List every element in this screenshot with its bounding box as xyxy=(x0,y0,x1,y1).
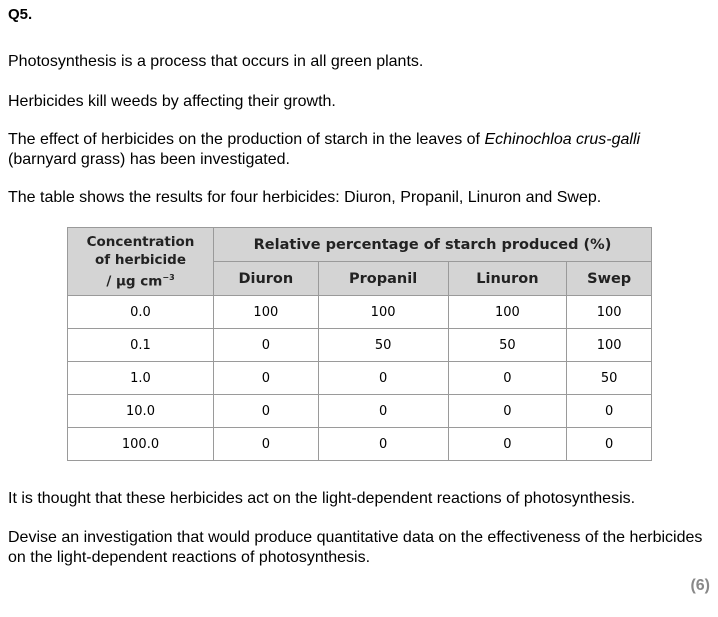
table-intro-paragraph: The table shows the results for four herbicides: Diuron, Propanil, Linuron and Swep. xyxy=(8,189,602,206)
table-row xyxy=(68,428,652,461)
value-cell: 0 xyxy=(318,395,448,428)
results-table xyxy=(67,227,652,461)
value-cell: 100 xyxy=(318,296,448,329)
value-cell: 0 xyxy=(214,329,319,362)
value-cell: 50 xyxy=(318,329,448,362)
conc-header-exponent: −3 xyxy=(162,272,175,282)
value-cell: 0 xyxy=(448,362,567,395)
conc-cell: 0.0 xyxy=(68,296,214,329)
value-cell: 0 xyxy=(214,428,319,461)
value-cell: 0 xyxy=(567,395,652,428)
relative-percentage-header: Relative percentage of starch produced (%) xyxy=(214,228,652,262)
conc-header-line1: Concentration xyxy=(86,233,195,250)
table-row xyxy=(68,395,652,428)
marks-label: (6) xyxy=(690,577,710,594)
table-header-row xyxy=(68,228,652,262)
herbicide-header-linuron: Linuron xyxy=(448,262,567,296)
value-cell: 0 xyxy=(214,395,319,428)
herbicide-header-swep: Swep xyxy=(567,262,652,296)
task-paragraph: Devise an investigation that would produce quantitative data on the effectiveness of the herbicides on the light-dependent reactions of photosynthesis. xyxy=(8,529,703,566)
conc-header-line3: / µg cm xyxy=(106,273,163,290)
hypothesis-paragraph: It is thought that these herbicides act on the light-dependent reactions of photosynthesis. xyxy=(8,490,636,507)
table-row xyxy=(68,296,652,329)
value-cell: 0 xyxy=(214,362,319,395)
value-cell: 50 xyxy=(448,329,567,362)
table-row xyxy=(68,362,652,395)
investigation-text-before: The effect of herbicides on the production of starch in the leaves of xyxy=(8,131,485,148)
value-cell: 0 xyxy=(448,395,567,428)
value-cell: 100 xyxy=(214,296,319,329)
investigation-text-after: (barnyard grass) has been investigated. xyxy=(8,151,290,168)
species-name: Echinochloa crus-galli xyxy=(484,131,641,148)
investigation-paragraph xyxy=(8,130,708,170)
intro-paragraph: Photosynthesis is a process that occurs in all green plants. xyxy=(8,53,424,70)
value-cell: 0 xyxy=(318,362,448,395)
conc-cell: 10.0 xyxy=(68,395,214,428)
conc-cell: 100.0 xyxy=(68,428,214,461)
value-cell: 100 xyxy=(448,296,567,329)
value-cell: 100 xyxy=(567,329,652,362)
value-cell: 0 xyxy=(448,428,567,461)
value-cell: 0 xyxy=(567,428,652,461)
value-cell: 50 xyxy=(567,362,652,395)
value-cell: 0 xyxy=(318,428,448,461)
value-cell: 100 xyxy=(567,296,652,329)
herbicide-header-propanil: Propanil xyxy=(318,262,448,296)
conc-cell: 0.1 xyxy=(68,329,214,362)
conc-cell: 1.0 xyxy=(68,362,214,395)
herbicide-header-diuron: Diuron xyxy=(214,262,319,296)
question-number: Q5. xyxy=(8,6,33,23)
conc-header-line2: of herbicide xyxy=(94,251,186,268)
concentration-header xyxy=(68,228,214,296)
herbicide-paragraph: Herbicides kill weeds by affecting their growth. xyxy=(8,93,336,110)
table-row xyxy=(68,329,652,362)
